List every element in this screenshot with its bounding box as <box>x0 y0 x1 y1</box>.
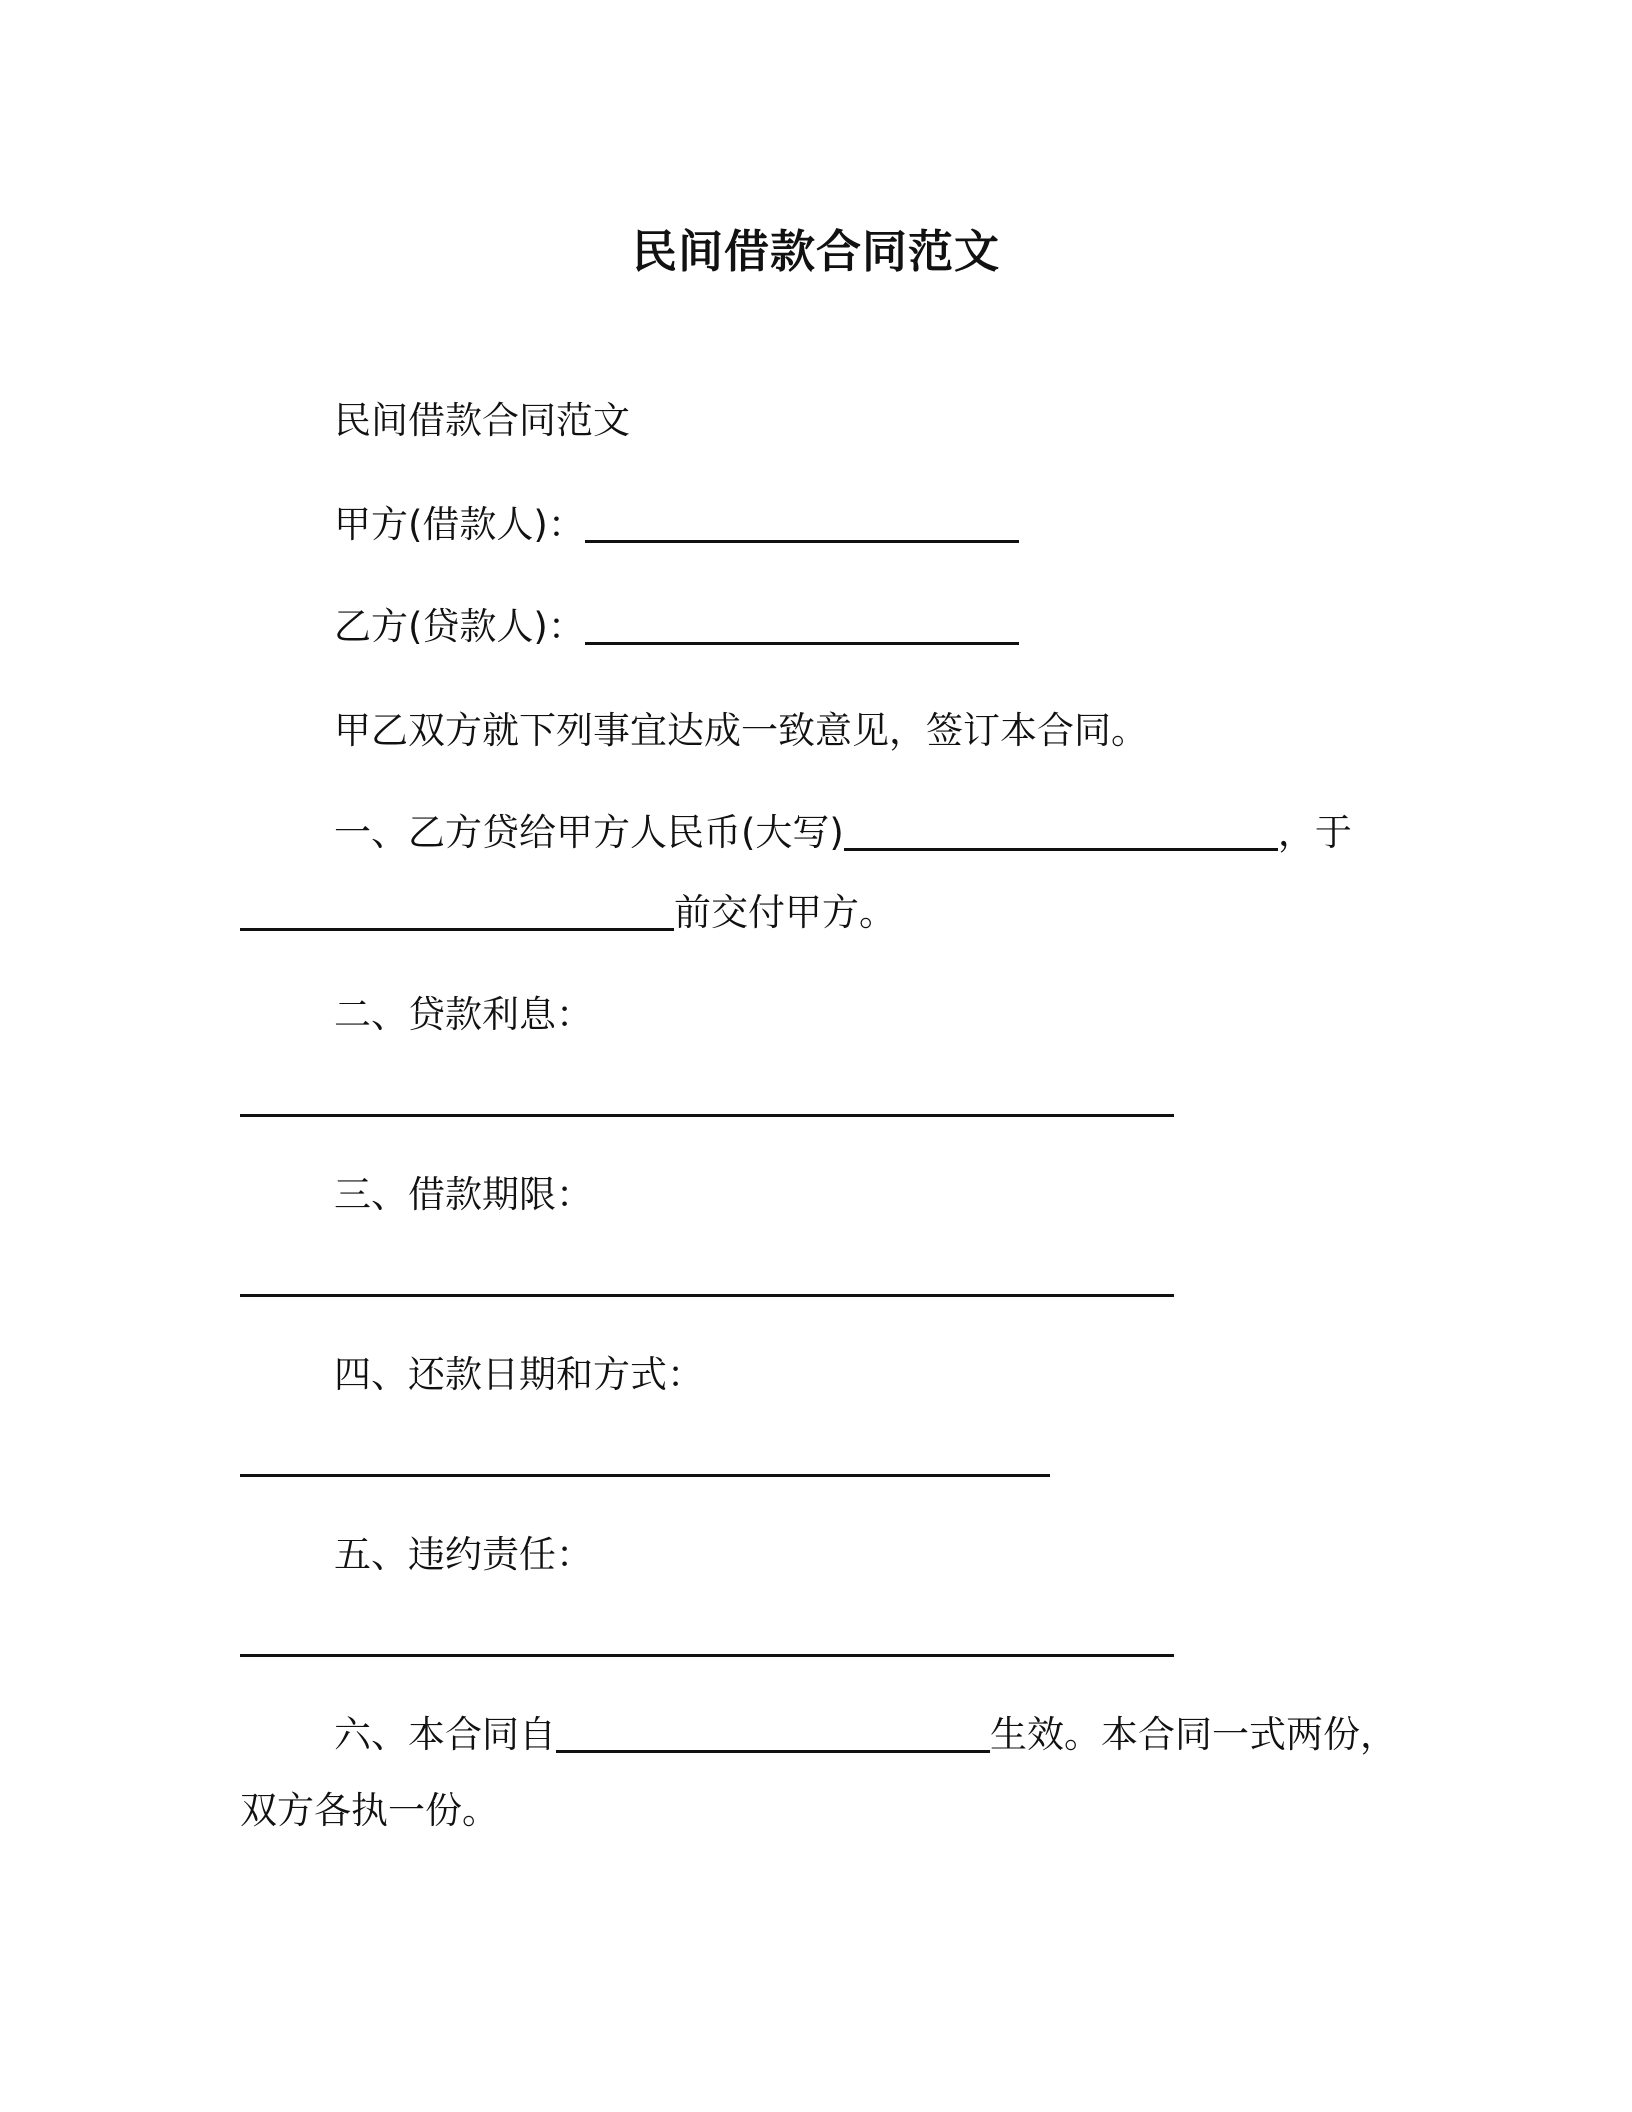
party-a-line <box>334 500 1019 550</box>
party-a-blank <box>585 506 1019 543</box>
clause-6-line-1 <box>334 1710 1397 1760</box>
clause-6-date-blank <box>556 1716 990 1753</box>
party-a-label: 甲方(借款人)： <box>334 503 585 546</box>
clause-5-blank <box>240 1654 1174 1657</box>
clause-4-heading: 四、还款日期和方式： <box>334 1353 704 1396</box>
party-b-label: 乙方(贷款人)： <box>334 605 585 648</box>
clause-1-connector: ，于 <box>1277 811 1352 854</box>
clause-6-text: 六、本合同自 <box>334 1713 556 1756</box>
clause-1-line-1 <box>334 808 1352 858</box>
clause-2-heading: 二、贷款利息： <box>334 993 593 1036</box>
clause-4-blank <box>240 1474 1050 1477</box>
clause-3-heading: 三、借款期限： <box>334 1173 593 1216</box>
clause-1-text: 一、乙方贷给甲方人民币(大写) <box>334 811 844 854</box>
subtitle: 民间借款合同范文 <box>334 399 630 442</box>
clause-6-line-2: 双方各执一份。 <box>240 1789 499 1832</box>
clause-6-effect-text: 生效。本合同一式两份， <box>990 1713 1397 1756</box>
clause-1-date-blank <box>240 894 674 931</box>
document-title: 民间借款合同范文 <box>631 225 1000 278</box>
clause-3-blank <box>240 1294 1174 1297</box>
clause-1-line-2 <box>240 888 896 938</box>
clause-5-heading: 五、违约责任： <box>334 1533 593 1576</box>
clause-1-end-text: 前交付甲方。 <box>674 891 896 934</box>
clause-2-blank <box>240 1114 1174 1117</box>
clause-1-amount-blank <box>844 814 1278 851</box>
party-b-line <box>334 602 1019 652</box>
intro-text: 甲乙双方就下列事宜达成一致意见，签订本合同。 <box>334 709 1148 752</box>
party-b-blank <box>585 608 1019 645</box>
